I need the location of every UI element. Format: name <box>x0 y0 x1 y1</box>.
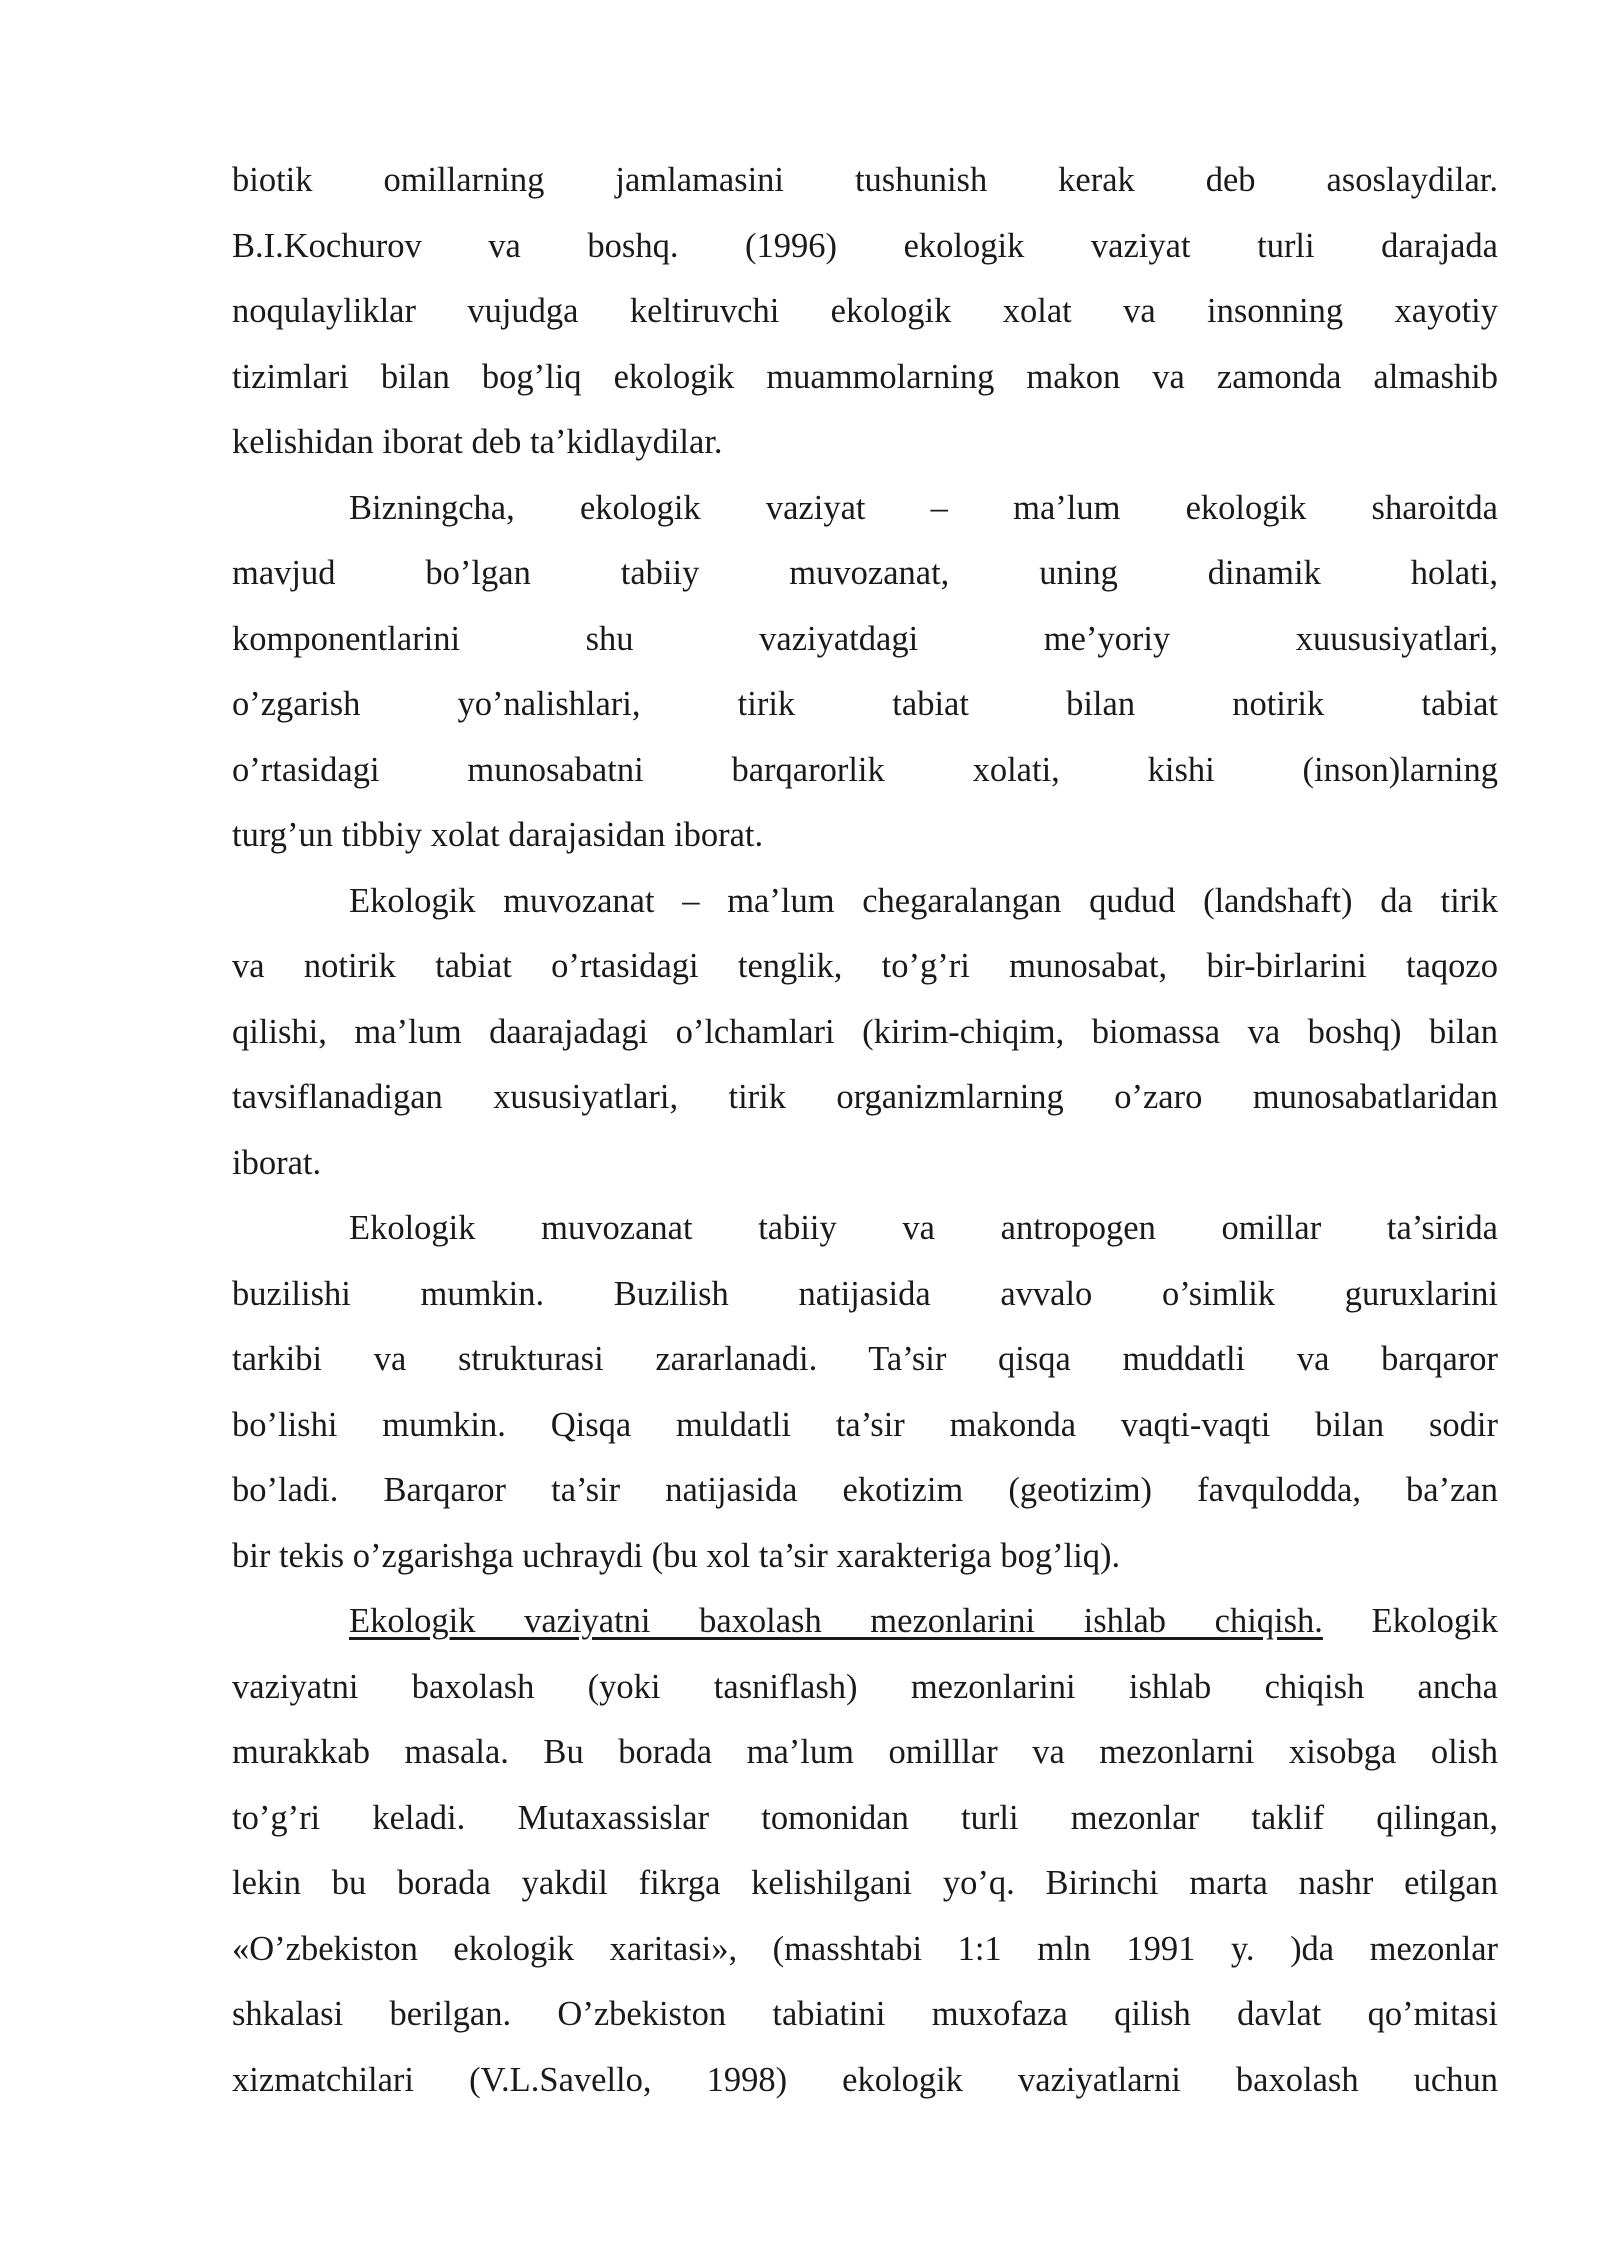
text-line: tavsiflanadigan xususiyatlari, tirik organizmlarning o’zaro munosabatlaridan <box>232 1078 1498 1116</box>
text-line <box>232 1589 1498 1655</box>
text-line: mavjud bo’lgan tabiiy muvozanat, uning dinamik holati, <box>232 554 1498 592</box>
text-line: murakkab masala. Bu borada ma’lum omilllar va mezonlarni xisobga olish <box>232 1733 1498 1771</box>
text-line: vaziyatni baxolash (yoki tasniflash) mezonlarini ishlab chiqish ancha <box>232 1667 1498 1706</box>
text-line: lekin bu borada yakdil fikrga kelishilgani yo’q. Birinchi marta nashr etilgan <box>232 1864 1498 1902</box>
text-line: o’zgarish yo’nalishlari, tirik tabiat bilan notirik tabiat <box>232 685 1498 723</box>
paragraph-2 <box>232 476 1498 869</box>
section-heading: Ekologik vaziyatni baxolash mezonlarini ishlab chiqish. <box>349 1602 1323 1640</box>
text-line: tizimlari bilan bog’liq ekologik muammolarning makon va zamonda almashib <box>232 357 1498 396</box>
paragraph-3 <box>232 869 1498 1197</box>
text-fragment: Ekologik <box>1371 1602 1498 1640</box>
text-line: va notirik tabiat o’rtasidagi tenglik, to’g’ri munosabat, bir-birlarini taqozo <box>232 947 1498 985</box>
text-line: «O’zbekiston ekologik xaritasi», (masshtabi 1:1 mln 1991 y. )da mezonlar <box>232 1929 1498 1968</box>
text-line: bo’lishi mumkin. Qisqa muldatli ta’sir makonda vaqti-vaqti bilan sodir <box>232 1405 1498 1444</box>
text-line: kelishidan iborat deb ta’kidlaydilar. <box>232 423 723 461</box>
text-line: Bizningcha, ekologik vaziyat – ma’lum ekologik sharoitda <box>349 488 1498 527</box>
text-line: iborat. <box>232 1143 322 1182</box>
document-page <box>232 148 1498 2113</box>
text-line: biotik omillarning jamlamasini tushunish kerak deb asoslaydilar. <box>232 161 1498 199</box>
text-line: qilishi, ma’lum daarajadagi o’lchamlari (kirim-chiqim, biomassa va boshq) bilan <box>232 1012 1498 1051</box>
text-line: tarkibi va strukturasi zararlanadi. Ta’sir qisqa muddatli va barqaror <box>232 1340 1498 1378</box>
text-line: shkalasi berilgan. O’zbekiston tabiatini muxofaza qilish davlat qo’mitasi <box>232 1995 1498 2033</box>
text-line: buzilishi mumkin. Buzilish natijasida avvalo o’simlik guruxlarini <box>232 1274 1498 1313</box>
text-line: bir tekis o’zgarishga uchraydi (bu xol ta’sir xarakteriga bog’liq). <box>232 1536 1121 1575</box>
text-line: Ekologik muvozanat tabiiy va antropogen omillar ta’sirida <box>349 1209 1498 1247</box>
text-line: turg’un tibbiy xolat darajasidan iborat. <box>232 816 764 854</box>
text-line: B.I.Kochurov va boshq. (1996) ekologik vaziyat turli darajada <box>232 226 1498 265</box>
paragraph-5 <box>232 1589 1498 2113</box>
paragraph-4 <box>232 1196 1498 1589</box>
text-line: xizmatchilari (V.L.Savello, 1998) ekologik vaziyatlarni baxolash uchun <box>232 2060 1498 2099</box>
paragraph-1 <box>232 148 1498 476</box>
text-line: noqulayliklar vujudga keltiruvchi ekologik xolat va insonning xayotiy <box>232 292 1498 330</box>
text-line: komponentlarini shu vaziyatdagi me’yoriy xuususiyatlari, <box>232 619 1498 658</box>
text-line: to’g’ri keladi. Mutaxassislar tomonidan turli mezonlar taklif qilingan, <box>232 1798 1498 1837</box>
text-line: o’rtasidagi munosabatni barqarorlik xolati, kishi (inson)larning <box>232 750 1498 789</box>
text-line: Ekologik muvozanat – ma’lum chegaralangan qudud (landshaft) da tirik <box>349 881 1498 920</box>
text-line: bo’ladi. Barqaror ta’sir natijasida ekotizim (geotizim) favqulodda, ba’zan <box>232 1471 1498 1509</box>
